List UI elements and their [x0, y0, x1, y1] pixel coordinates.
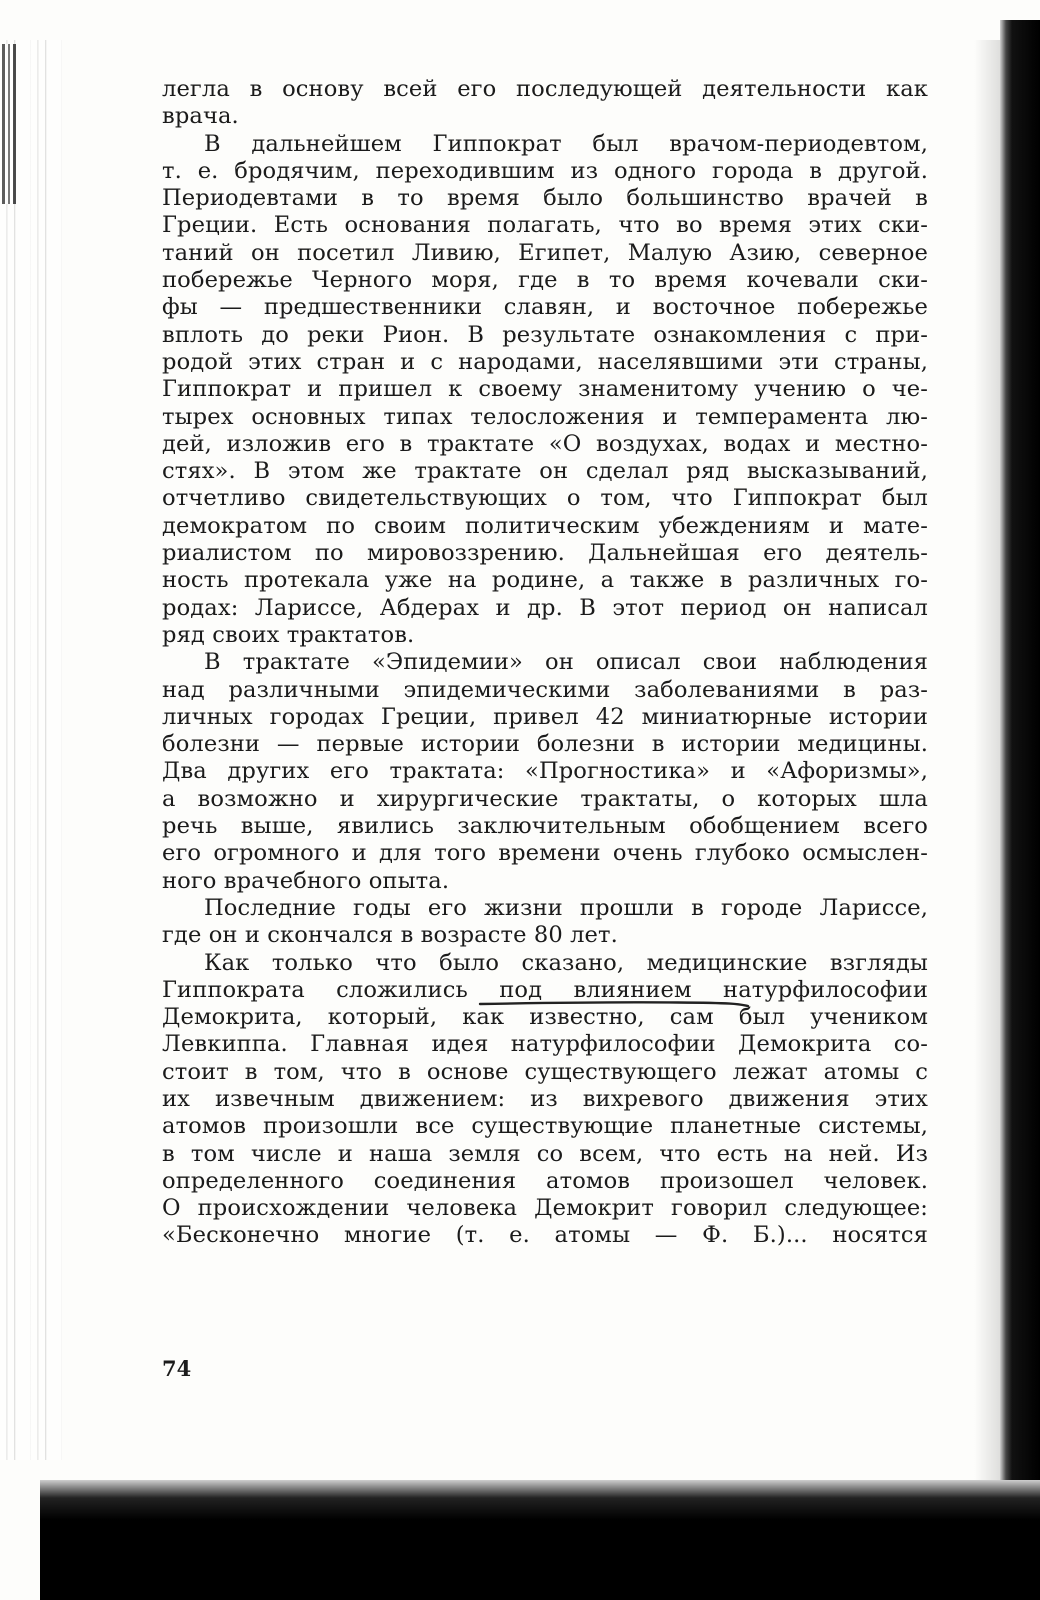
page-number: 74 [162, 1356, 192, 1381]
text-line: врача. [162, 103, 239, 130]
text-line: личных городах Греции, привел 42 миниатюрные истории [162, 703, 928, 730]
text-line: Периодевтами в то время было большинство врачей в [162, 185, 928, 212]
text-line: их извечным движением: из вихревого движения этих [162, 1085, 928, 1112]
text-line: побережье Черного моря, где в то время кочевали ски- [162, 267, 928, 294]
text-line: вплоть до реки Рион. В результате ознакомления с при- [162, 321, 928, 348]
text-line: Гиппократа сложились под влиянием натурфилософии [162, 976, 928, 1003]
text-line: ряд своих трактатов. [162, 621, 415, 648]
text-line: родах: Лариссе, Абдерах и др. В этот период он написал [162, 594, 928, 621]
text-line: дей, изложив его в трактате «О воздухах, водах и местно- [162, 430, 928, 457]
text-line: отчетливо свидетельствующих о том, что Гиппократ был [162, 485, 928, 512]
text-line: Два других его трактата: «Прогностика» и «Афоризмы», [162, 758, 928, 785]
text-line: а возможно и хирургические трактаты, о которых шла [162, 785, 928, 812]
text-line: фы — предшественники славян, и восточное побережье [162, 294, 928, 321]
text-line: речь выше, явились заключительным обобщением всего [162, 813, 928, 840]
text-line: в том числе и наша земля со всем, что есть на ней. Из [162, 1140, 928, 1167]
text-line: болезни — первые истории болезни в истории медицины. [162, 731, 928, 758]
text-line: Левкиппа. Главная идея натурфилософии Демокрита со- [162, 1031, 928, 1058]
text-line: демократом по своим политическим убеждениям и мате- [162, 512, 928, 539]
text-line: т. е. бродячим, переходившим из одного города в другой. [162, 157, 928, 184]
text-line: О происхождении человека Демокрит говорил следующее: [162, 1195, 928, 1222]
text-line: атомов произошли все существующие планетные системы, [162, 1113, 928, 1140]
text-line: стях». В этом же трактате он сделал ряд высказываний, [162, 458, 928, 485]
text-line: определенного соединения атомов произошел человек. [162, 1167, 928, 1194]
text-line: В дальнейшем Гиппократ был врачом-периодевтом, [204, 130, 928, 157]
text-line: В трактате «Эпидемии» он описал свои наблюдения [204, 649, 928, 676]
text-line: Греции. Есть основания полагать, что во время этих ски- [162, 212, 928, 239]
scan-edge-right [1000, 20, 1040, 1520]
text-line: Демокрита, который, как известно, сам был учеником [162, 1004, 928, 1031]
text-line: тырех основных типах телосложения и темперамента лю- [162, 403, 928, 430]
text-line: Как только что было сказано, медицинские взгляды [204, 949, 928, 976]
text-line: где он и скончался в возрасте 80 лет. [162, 922, 618, 949]
text-line: над различными эпидемическими заболеваниями в раз- [162, 676, 928, 703]
text-line: стоит в том, что в основе существующего лежат атомы с [162, 1058, 928, 1085]
scan-edge-bottom [40, 1480, 1040, 1600]
text-line: риалистом по мировоззрению. Дальнейшая его деятель- [162, 540, 928, 567]
text-line: его огромного и для того времени очень глубоко осмыслен- [162, 840, 928, 867]
text-line: «Бесконечно многие (т. е. атомы — Ф. Б.)... носятся [162, 1222, 928, 1249]
text-line: родой этих стран и с народами, населявшими эти страны, [162, 348, 928, 375]
text-line: ность протекала уже на родине, а также в различных го- [162, 567, 928, 594]
pen-underline [478, 1000, 750, 1008]
text-line: Гиппократ и пришел к своему знаменитому учению о че- [162, 376, 928, 403]
text-line: ного врачебного опыта. [162, 867, 450, 894]
text-line: легла в основу всей его последующей деятельности как [162, 76, 928, 102]
scan-shadow-right [974, 40, 1000, 1480]
body-text [162, 76, 928, 1250]
text-line: таний он посетил Ливию, Египет, Малую Азию, северное [162, 239, 928, 266]
scan-gutter-marks [2, 44, 16, 204]
scan-gutter-left [0, 40, 62, 1460]
text-line: Последние годы его жизни прошли в городе Лариссе, [204, 894, 928, 921]
